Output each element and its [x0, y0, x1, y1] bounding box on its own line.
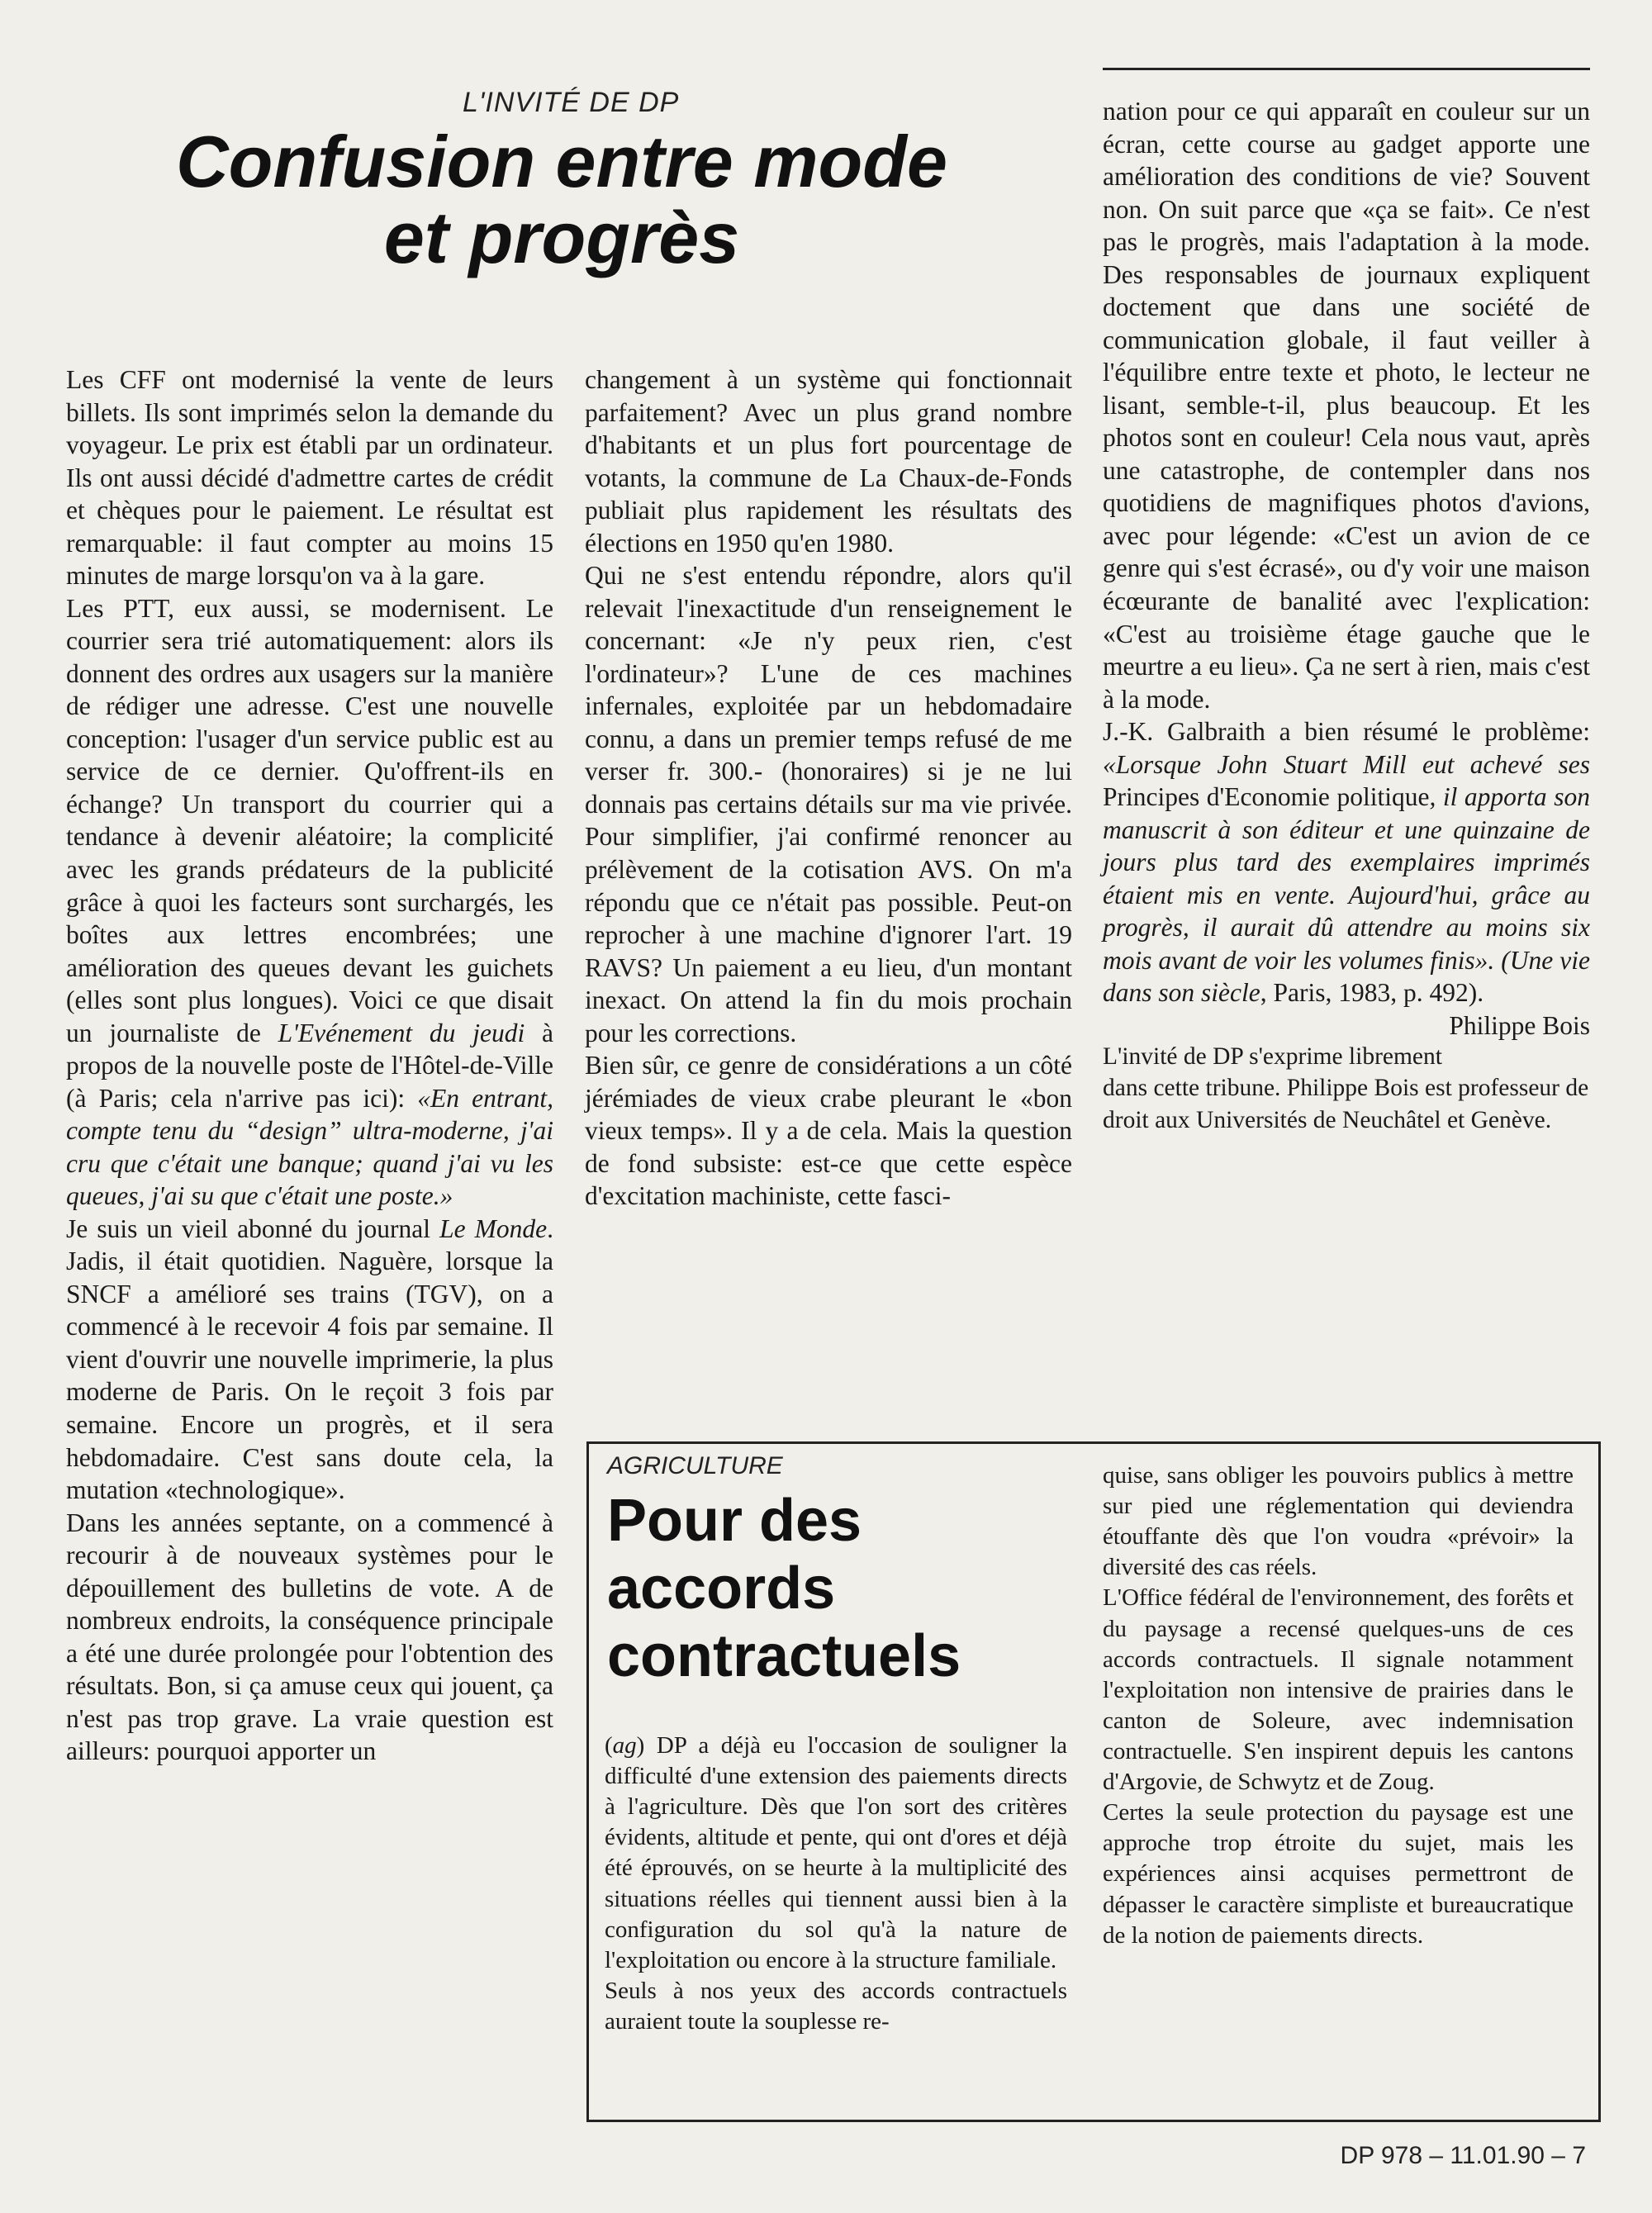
- source-title: L'Evénement du jeudi: [278, 1018, 525, 1047]
- article2-kicker: AGRICULTURE: [607, 1452, 783, 1479]
- article2-paragraph: L'Office fédéral de l'environnement, des forêts et du paysage a recensé quelques-uns de ces accords contractuels. Il signale notamment l'exploitation non intensive de prairies dans le canton de Soleure, avec indemnisation contractuelle. S'en inspirent depuis les cantons d'Argovie, de Schwytz et de Zoug.: [1103, 1584, 1574, 1796]
- article2-title: [607, 1487, 961, 1690]
- article2-paragraph: (ag) DP a déjà eu l'occasion de souligner la difficulté d'une extension des paiements directs à l'agriculture. Dès que l'on sort des critères évidents, altitude et pente, qui ont d'ores et déjà été éprouvés, on se heurte à la multiplicité des situations réelles qui tiennent aussi bien à la configuration du sol qu'à la nature de l'exploitation ou encore à la structure familiale.: [605, 1732, 1067, 1973]
- article1-paragraph: Dans les années septante, on a commencé à recourir à de nouveaux systèmes pour le dépouillement des bulletins de vote. A de nombreux endroits, la conséquence principale a été une durée prolongée pour l'obtention des résultats. Bon, si ça amuse ceux qui jouent, ça n'est pas trop grave. La vraie question est ailleurs: pourquoi apporter un: [66, 1508, 553, 1766]
- article2-paragraph: quise, sans obliger les pouvoirs publics à mettre sur pied une réglementation qui deviendra étouffante dès que l'on voudra «prévoir» la diversité des cas réels.: [1103, 1462, 1574, 1581]
- article1-paragraph: J.-K. Galbraith a bien résumé le problème: «Lorsque John Stuart Mill eut achevé ses Principes d'Economie politique, il apporta son manuscrit à son éditeur et une quinzaine de jours plus tard des exemplaires imprimés étaient mis en vente. Aujourd'hui, grâce au progrès, il aurait dû attendre au moins six mois avant de voir les volumes finis». (Une vie dans son siècle, Paris, 1983, p. 492). Philippe Bois: [1103, 715, 1590, 1009]
- article1-kicker: L'INVITÉ DE DP: [463, 87, 680, 118]
- article2-title-line3: contractuels: [607, 1623, 961, 1690]
- article1-paragraph: nation pour ce qui apparaît en couleur sur un écran, cette course au gadget apporte une amélioration des conditions de vie? Souvent non. On suit parce que «ça se fait». Ce n'est pas le progrès, mais l'adaptation à la mode. Des responsables de journaux expliquent doctement que dans une société de communication globale, il faut veiller à l'équilibre entre texte et photo, le lecteur ne lisant, semble-t-il, plus beaucoup. Et les photos sont en couleur! Cela nous vaut, après une catastrophe, de contempler dans nos quotidiens de magnifiques photos d'avions, avec pour légende: «C'est un avion de ce genre qui s'est écrasé», ou d'y voir une maison écœurante de banalité avec l'explication: «C'est au troisième étage gauche que le meurtre a eu lieu». Ça ne sert à rien, mais c'est à la mode.: [1103, 97, 1590, 714]
- article1-paragraph: Les CFF ont modernisé la vente de leurs billets. Ils sont imprimés selon la demande du voyageur. Le prix est établi par un ordinateur. Ils ont aussi décidé d'admettre cartes de crédit et chèques pour le paiement. Le résultat est remarquable: il faut compter au moins 15 minutes de marge lorsqu'on va à la gare.: [66, 365, 553, 591]
- article1-title: [124, 121, 999, 279]
- article2-title-line2: accords: [607, 1555, 836, 1622]
- author-note: L'invité de DP s'exprime librement dans cette tribune. Philippe Bois est professeur de droit aux Universités de Neuchâtel et Genève.: [1103, 1042, 1589, 1133]
- author-initials: ag: [612, 1732, 637, 1759]
- column3-top-rule: [1103, 68, 1590, 70]
- page-footer: DP 978 – 11.01.90 – 7: [1340, 2142, 1586, 2169]
- article1-title-line1: Confusion entre mode: [176, 121, 947, 202]
- article1-column-3: [1103, 95, 1590, 1136]
- article1-paragraph: changement à un système qui fonctionnait parfaitement? Avec un plus grand nombre d'habitants et un plus fort pourcentage de votants, la commune de La Chaux-de-Fonds publiait plus rapidement les résultats des élections en 1950 qu'en 1980.: [585, 365, 1072, 558]
- article2-paragraph: Seuls à nos yeux des accords contractuels auraient toute la souplesse re-: [605, 1977, 1067, 2035]
- quote: «En entrant, compte tenu du “design” ultra-moderne, j'ai cru que c'était une banque; quand j'ai vu les queues, j'ai su que c'était une poste.»: [66, 1083, 553, 1211]
- article1-title-line2: et progrès: [383, 197, 740, 279]
- article1-paragraph: Bien sûr, ce genre de considérations a un côté jérémiades de vieux crabe pleurant le «bon vieux temps». Il y a de cela. Mais la question de fond subsiste: est-ce que cette espèce d'excitation machiniste, cette fasci-: [585, 1051, 1072, 1211]
- article2-column-1: [605, 1731, 1067, 2037]
- article1-column-1: [66, 363, 553, 1768]
- article1-paragraph: Qui ne s'est entendu répondre, alors qu'il relevait l'inexactitude d'un renseignement le concernant: «Je n'y peux rien, c'est l'ordinateur»? L'une de ces machines infernales, exploitée par un hebdomadaire connu, a dans un premier temps refusé de me verser fr. 300.- (honoraires) si je ne lui donnais pas certains détails sur ma vie privée. Pour simplifier, j'ai confirmé renoncer au prélèvement de la cotisation AVS. On m'a répondu que ce n'était pas possible. Peut-on reprocher à une machine d'ignorer l'art. 19 RAVS? Un paiement a eu lieu, d'un montant inexact. On attend la fin du mois prochain pour les corrections.: [585, 561, 1072, 1047]
- article2-paragraph: Certes la seule protection du paysage est une approche trop étroite du sujet, mais les expériences ainsi acquises permettront de dépasser le caractère simpliste et bureaucratique de la notion de paiements directs.: [1103, 1799, 1574, 1949]
- reference-title: Une vie dans son siècle: [1103, 945, 1590, 1008]
- article1-column-2: [585, 363, 1072, 1213]
- book-title: Principes d'Economie politique: [1103, 782, 1430, 812]
- article2-column-2: [1103, 1460, 1574, 1951]
- source-title: Le Monde: [439, 1213, 548, 1243]
- article1-paragraph: Je suis un vieil abonné du journal Le Monde. Jadis, il était quotidien. Naguère, lorsque la SNCF a amélioré ses trains (TGV), on a commencé à le recevoir 4 fois par semaine. Il vient d'ouvrir une nouvelle imprimerie, la plus moderne de Paris. On le reçoit 3 fois par semaine. Encore un progrès, et il sera hebdomadaire. C'est sans doute cela, la mutation «technologique».: [66, 1213, 553, 1505]
- article1-paragraph: Les PTT, eux aussi, se modernisent. Le courrier sera trié automatiquement: alors ils donnent des ordres aux usagers sur la manière de rédiger une adresse. C'est une nouvelle conception: l'usager d'un service public est au service de ce dernier. Qu'offrent-ils en échange? Un transport du courrier qui a tendance à devenir aléatoire; la complicité avec les grands prédateurs de la publicité grâce à quoi les facteurs sont surchargés, les boîtes aux lettres encombrées; une amélioration des queues devant les guichets (elles sont plus longues). Voici ce que disait un journaliste de L'Evénement du jeudi à propos de la nouvelle poste de l'Hôtel-de-Ville (à Paris; cela n'arrive pas ici): «En entrant, compte tenu du “design” ultra-moderne, j'ai cru que c'était une banque; quand j'ai vu les queues, j'ai su que c'était une poste.»: [66, 593, 554, 1211]
- article2-title-line1: Pour des: [607, 1488, 862, 1554]
- author-signature: Philippe Bois: [1449, 1010, 1590, 1040]
